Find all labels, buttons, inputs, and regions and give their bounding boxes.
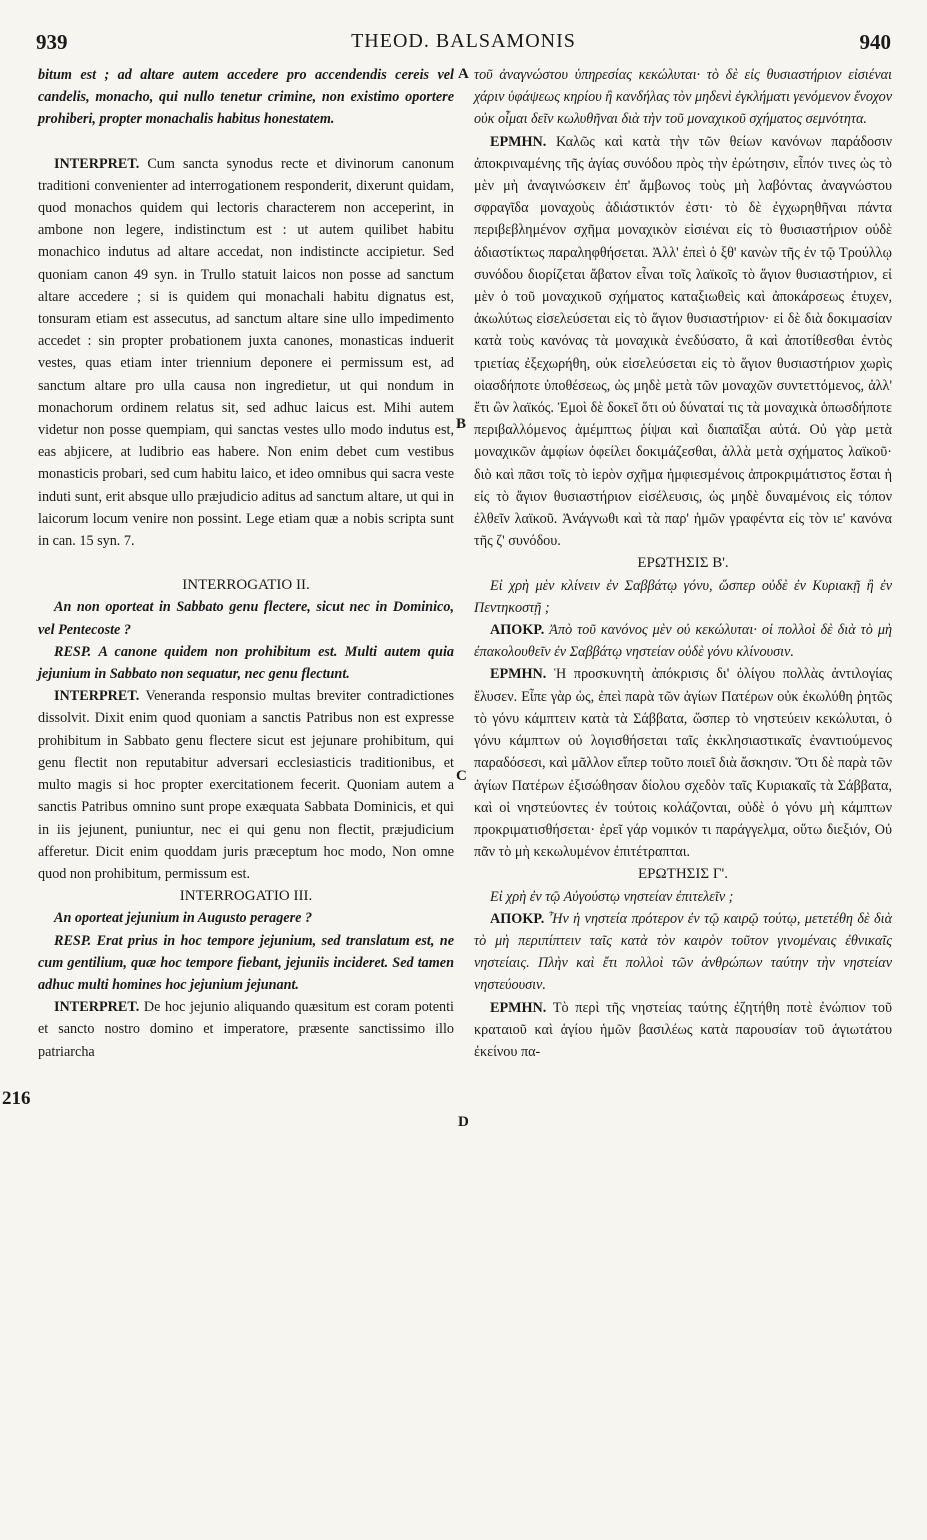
greek-heading-question-3: ΕΡΩΤΗΣΙΣ Γ'. — [638, 866, 728, 883]
page-number-left: 939 — [36, 30, 68, 54]
greek-interpretation-2 — [474, 663, 892, 863]
latin-response-2 — [38, 641, 454, 685]
latin-response-3 — [38, 930, 454, 997]
running-title: THEOD. BALSAMONIS — [351, 30, 576, 52]
latin-interpret-text: Veneranda responsio multas breviter contradictiones dissolvit. Dixit enim quod quoniam a sanctis Patribus non est expresse prohibitum in Sabbato genu flectere sicut est jejunare prohibitum, qui genu flectit non reputabitur adversari ecclesiasticis traditionibus, et multo magis si hoc propter exercitationem fecerit. Quoniam autem a sanctis Patribus omnino sunt prope exæquata Sabbata Dominicis, et qui in iis jejunent, puniuntur, nec ei qui genu non flectit, præjudicium afferetur. Dicit enim quoddam juris præceptum hoc modo, Non omne quod non prohibitum, permissum est. — [38, 688, 454, 882]
greek-column — [474, 64, 892, 1063]
latin-resp-label: RESP. — [54, 932, 92, 949]
latin-opening-paragraph: bitum est ; ad altare autem accedere pro accendendis cereis vel candelis, monacho, qui nullo tenetur crimine, non existimo oportere prohiberi, propter monachalis habitus honestatem. — [38, 67, 454, 128]
greek-question-3: Εἰ χρὴ ἐν τῷ Αὐγούστῳ νηστείαν ἐπιτελεῖν ; — [490, 888, 734, 905]
latin-resp-text: A canone quidem non prohibitum est. Multi autem quia jejunium in Sabbato non sequatur, nec genu flectunt. — [38, 643, 454, 683]
margin-number-216: 216 — [2, 1088, 31, 1109]
greek-interpret-text: Τὸ περὶ τῆς νηστείας ταύτης ἐζητήθη ποτὲ ἐνώπιον τοῦ κραταιοῦ καὶ ἁγίου ἡμῶν βασιλέως κατὰ παρουσίαν τοῦ ἁγιωτάτου ἐκείνου πα- — [474, 999, 892, 1060]
latin-resp-label: RESP. — [54, 643, 92, 660]
greek-resp-text: Ἀπὸ τοῦ κανόνος μὲν οὐ κεκώλυται· οἱ πολλοὶ δὲ διὰ τὸ μὴ ἐπακολουθεῖν ἐν Σαββάτῳ νηστείαν οὐδὲ γόνυ κλίνουσιν. — [474, 622, 892, 661]
greek-interpretation-3 — [474, 997, 892, 1064]
greek-question-2: Εἰ χρὴ μὲν κλίνειν ἐν Σαββάτῳ γόνυ, ὥσπερ οὐδὲ ἐν Κυριακῇ ἢ ἐν Πεντηκοστῇ ; — [474, 577, 892, 616]
latin-interpret-label: INTERPRET. — [54, 999, 140, 1016]
greek-response-2 — [474, 619, 892, 663]
greek-interpret-label: ΕΡΜΗΝ. — [490, 666, 547, 683]
latin-heading-question-2: INTERROGATIO II. — [182, 577, 310, 594]
margin-letter-a: A — [458, 66, 469, 82]
latin-interpret-label: INTERPRET. — [54, 155, 140, 172]
latin-interpret-label: INTERPRET. — [54, 688, 140, 705]
greek-resp-label: ΑΠΟΚΡ. — [490, 622, 545, 639]
greek-interpretation-1 — [474, 131, 892, 553]
margin-letter-c: C — [456, 768, 467, 784]
page-number-right: 940 — [859, 30, 891, 54]
greek-heading-question-2: ΕΡΩΤΗΣΙΣ Β'. — [637, 555, 729, 572]
margin-letter-d: D — [458, 1114, 469, 1130]
latin-interpret-text: De hoc jejunio aliquando quæsitum est coram potenti et sancto nostro domino et imperatore, præsente sanctissimo illo patriarcha — [38, 999, 454, 1060]
greek-interpret-text: Καλῶς καὶ κατὰ τὴν τῶν θείων κανόνων παράδοσιν ἀποκριναμένης τῆς ἁγίας συνόδου πρὸς τὴν ἐρώτησιν, εἶπόν τινες ὡς τὸ μὲν μὴ ἀναγινώσκειν ἐπ' ἄμβωνος τοὺς μὴ λαβόντας ἀναγνώστου σφραγῖδα μοναχοὺς ἀδιάστικτόν ἐστι· τὸ δὲ ἐγχωρηθῆναι πάντα περιβεβλημένον σχῆμα μοναχικὸν εἰσιέναι εἰς τὸ θυσιαστήριον οὐδὲ ἀδιαστίκτως παραληφθήσεται. Ἀλλ' ἐπεὶ ὁ ξθ' κανὼν τῆς ἐν τῷ Τρούλλῳ συνόδου διορίζεται ἄβατον εἶναι τοῖς λαϊκοῖς τὸ ἅγιον θυσιαστήριον, εἰ μὲν ὁ τοῦ μοναχικοῦ σχήματος καταξιωθεὶς καὶ ἀποκάρσεως ἐτυχεν, ἀκωλύτως εἰσελεύσεται εἰς τὸ ἅγιον θυσιαστήριον· εἰ δὲ διὰ δοκιμασίαν κατὰ τοὺς κανόνας τὰ μοναχικὰ ἐνεδύσατο, ἃ καὶ ἀποτίθεσθαι ἐντὸς τριετίας ἐξεχωρήθη, οὐκ εἰσελεύσεται εἰς τὸ ἅγιον θυσιαστήριον χωρὶς οἱασδήποτε ὑποθέσεως, ὡς μηδὲ μετὰ τῶν μοναχῶν συντεττόμενος, ἀλλ' ἔτι ὢν λαϊκός. Ἐμοὶ δὲ δοκεῖ ὅτι οὐ δύναταί τις τὰ μοναχικὰ ὁπωσδήποτε περιβαλλόμενος ἀμέμπτως ῥίψαι καὶ διαπαῖξαι αὐτά. Οὐ γὰρ μετὰ μοναχικῶν ἀμφίων ὀφείλει δοκιμάζεσθαι, ἀλλὰ μετὰ σχήματος λαϊκοῦ· διὸ καὶ πᾶσι τοῖς τὸ ἱερὸν σχῆμα ἠμφιεσμένοις ἀπροκριμάτιστος ἔσται ἡ εἰς τὸ ἅγιον θυσιαστήριον εἰσέλευσις, ὡς μηδὲ δυναμένοις εἰς τόπον ἐλθεῖν λαϊκοῦ. Ἀνάγνωθι καὶ τὰ παρ' ἡμῶν γραφέντα εἰς τὸν ιε' κανόνα τῆς ζ' συνόδου. — [474, 133, 892, 550]
latin-interpretation-3 — [38, 996, 454, 1063]
latin-question-2: An non oporteat in Sabbato genu flectere, sicut nec in Dominico, vel Pentecoste ? — [38, 599, 454, 638]
latin-column — [38, 64, 454, 1063]
margin-letter-b: B — [456, 416, 467, 432]
greek-opening-paragraph: τοῦ ἀναγνώστου ὑπηρεσίας κεκώλυται· τὸ δὲ εἰς θυσιαστήριον εἰσιέναι χάριν ὑφάψεως κηρίου ἢ κανδήλας τὸν μηδενὶ ἐγκλήματι γενόμενον ἔνοχον οὐκ οἶμαι δεῖν κωλυθῆναι διὰ τὴν τοῦ μοναχικοῦ σχήματος σεμνότητα. — [474, 67, 892, 128]
greek-interpret-text: Ἡ προσκυνητὴ ἀπόκρισις δι' ὀλίγου πολλὰς ἀντιλογίας ἔλυσεν. Εἶπε γὰρ ὡς, ἐπεὶ παρὰ τῶν ἁγίων Πατέρων οὐκ ἐκωλύθη ῥητῶς τὸ γόνυ κάμπτειν κατὰ τὰ Σάββατα, ὥσπερ τὸ νηστεύειν κεκώλυται, ὁ γόνυ κάμπτων οὐ λογισθήσεται ταῖς ἐκκλησιαστικαῖς ἐναντιούμενος παραδόσεσι, καὶ μᾶλλον εἴπερ τοῦτο ποιεῖ διὰ ἄσκησιν. Ὅτι δὲ παρὰ τῶν ἁγίων Πατέρων ἐξισώθησαν δίολου σχεδὸν ταῖς Κυριακαῖς τὰ Σάββατα, καὶ οἱ νηστεύοντες ἐν τούτοις κολάζονται, οὐδὲ ὁ γόνυ μὴ κάμπτων προκριματισθήσεται· ἐρεῖ γάρ νομικόν τι παράγγελμα, οὕτω διεξιόν, Οὐ πᾶν τὸ μὴ κεκωλυμένον ἐπιτέτραπται. — [474, 666, 893, 861]
greek-response-3 — [474, 908, 892, 997]
latin-resp-text: Erat prius in hoc tempore jejunium, sed translatum est, ne cum gentilium, quæ hoc tempore fiebant, jejuniis incideret. Sed tamen adhuc multi homines hoc jejunium jejunant. — [38, 932, 454, 993]
page-header — [36, 30, 891, 58]
latin-interpret-text: Cum sancta synodus recte et divinorum canonum traditioni convenienter ad interrogationem responderit, dixerunt quidam, quod monachos quidem qui lectoris characterem non acceperint, in ambone non legere, indistinctum est : ut autem quilibet habitu monachico indutus ad altare accedat, non indistincte accipietur. Sed quoniam canon 49 syn. in Trullo statuit laicos non posse ad sanctum altare accedere ; si is quidem qui monachali habitu dignatus est, tonsuram etiam est assecutus, ad sanctum altare sine ullo impedimento accedet : sin propter probationem juxta canones, monasticas induerit vestes, quas etiam inter triennium deponere ei permissum est, ad sanctum altare pro ulla causa non ingredietur, ut qui nondum in monachorum ordinem relatus sit, sed adhuc laicus est. Mihi autem videtur non posse quempiam, qui sanctas vestes ullo modo indutus est, eas abjicere, at ludibrio eas habere. Non enim debet cum vestibus monasticis probari, sed cum habitu laico, et ideo omnibus qui sacra veste induti sunt, erit absque ullo præjudicio aditus ad sanctum altare, ut qui in laicorum locum venire non possint. Lege etiam quæ a nobis scripta sunt in can. 15 syn. 7. — [38, 155, 455, 550]
greek-interpret-label: ΕΡΜΗΝ. — [490, 999, 547, 1016]
latin-question-3: An oporteat jejunium in Augusto peragere ? — [54, 910, 313, 927]
greek-resp-label: ΑΠΟΚΡ. — [490, 910, 545, 927]
latin-heading-question-3: INTERROGATIO III. — [179, 888, 313, 905]
latin-interpretation-1 — [38, 153, 454, 553]
greek-resp-text: Ἦν ἡ νηστεία πρότερον ἐν τῷ καιρῷ τούτῳ, μετετέθη δὲ διὰ τὸ μὴ περιπίπτειν ταῖς κατὰ τὸν καιρὸν τοῦτον γινομέναις ἐθνικαῖς νηστείαις. Πλὴν καὶ ἔτι πολλοὶ τῶν ἀνθρώπων ταύτην τὴν νηστείαν νηστεύουσιν. — [474, 910, 893, 994]
latin-interpretation-2 — [38, 685, 454, 885]
greek-interpret-label: ΕΡΜΗΝ. — [490, 133, 547, 150]
